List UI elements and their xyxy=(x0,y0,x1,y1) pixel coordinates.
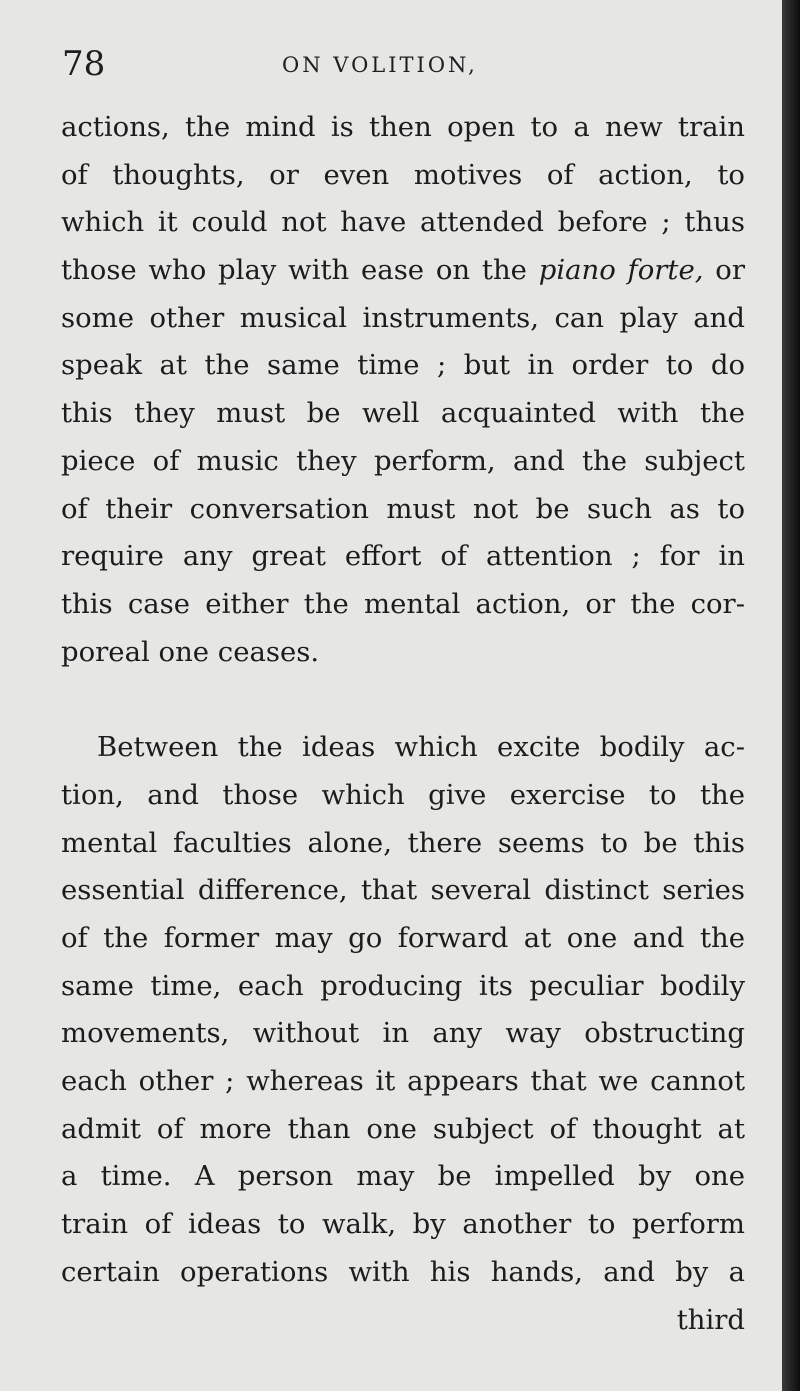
text-line-mixed xyxy=(61,247,745,295)
text-line: essential difference, that several distinct series xyxy=(61,874,745,907)
text-line: tion, and those which give exercise to the xyxy=(61,778,745,811)
text-line: Between the ideas which excite bodily ac- xyxy=(97,731,745,764)
text-line: a time. A person may be impelled by one xyxy=(61,1160,745,1193)
text-segment: those who play with ease on the xyxy=(61,254,527,287)
text-segment: or xyxy=(715,254,745,287)
running-head xyxy=(62,44,744,84)
text-line: of thoughts, or even motives of action, to xyxy=(61,158,745,191)
paragraph-2 xyxy=(61,724,745,1296)
paragraph-1 xyxy=(61,104,745,676)
catchword: third xyxy=(676,1303,745,1336)
body-text xyxy=(61,104,745,1344)
text-line: movements, without in any way obstructing xyxy=(61,1017,745,1050)
text-line: piece of music they perform, and the subject xyxy=(61,444,745,477)
text-line: same time, each producing its peculiar bodily xyxy=(61,969,745,1002)
text-line: this case either the mental action, or the cor- xyxy=(61,587,745,620)
text-line: of their conversation must not be such as to xyxy=(61,492,745,525)
text-line: mental faculties alone, there seems to be this xyxy=(61,826,745,859)
page-edge-shadow xyxy=(782,0,800,1391)
text-line: require any great effort of attention ; for in xyxy=(61,540,745,573)
text-line: some other musical instruments, can play and xyxy=(61,301,745,334)
running-title: ON VOLITION, xyxy=(282,53,478,77)
page-number: 78 xyxy=(62,44,106,84)
paragraph-gap xyxy=(61,676,745,724)
italic-phrase: piano forte, xyxy=(538,254,704,287)
text-line: actions, the mind is then open to a new train xyxy=(61,111,745,143)
text-line: speak at the same time ; but in order to do xyxy=(61,349,745,382)
text-line: certain operations with his hands, and by a xyxy=(61,1255,745,1288)
text-line: this they must be well acquainted with the xyxy=(61,397,745,430)
text-line: which it could not have attended before ; thus xyxy=(61,206,745,239)
text-line: admit of more than one subject of thought at xyxy=(61,1112,745,1145)
text-line: of the former may go forward at one and the xyxy=(61,922,745,954)
text-line: train of ideas to walk, by another to perform xyxy=(61,1208,745,1241)
text-line: each other ; whereas it appears that we cannot xyxy=(61,1065,745,1098)
text-line: poreal one ceases. xyxy=(61,635,320,668)
